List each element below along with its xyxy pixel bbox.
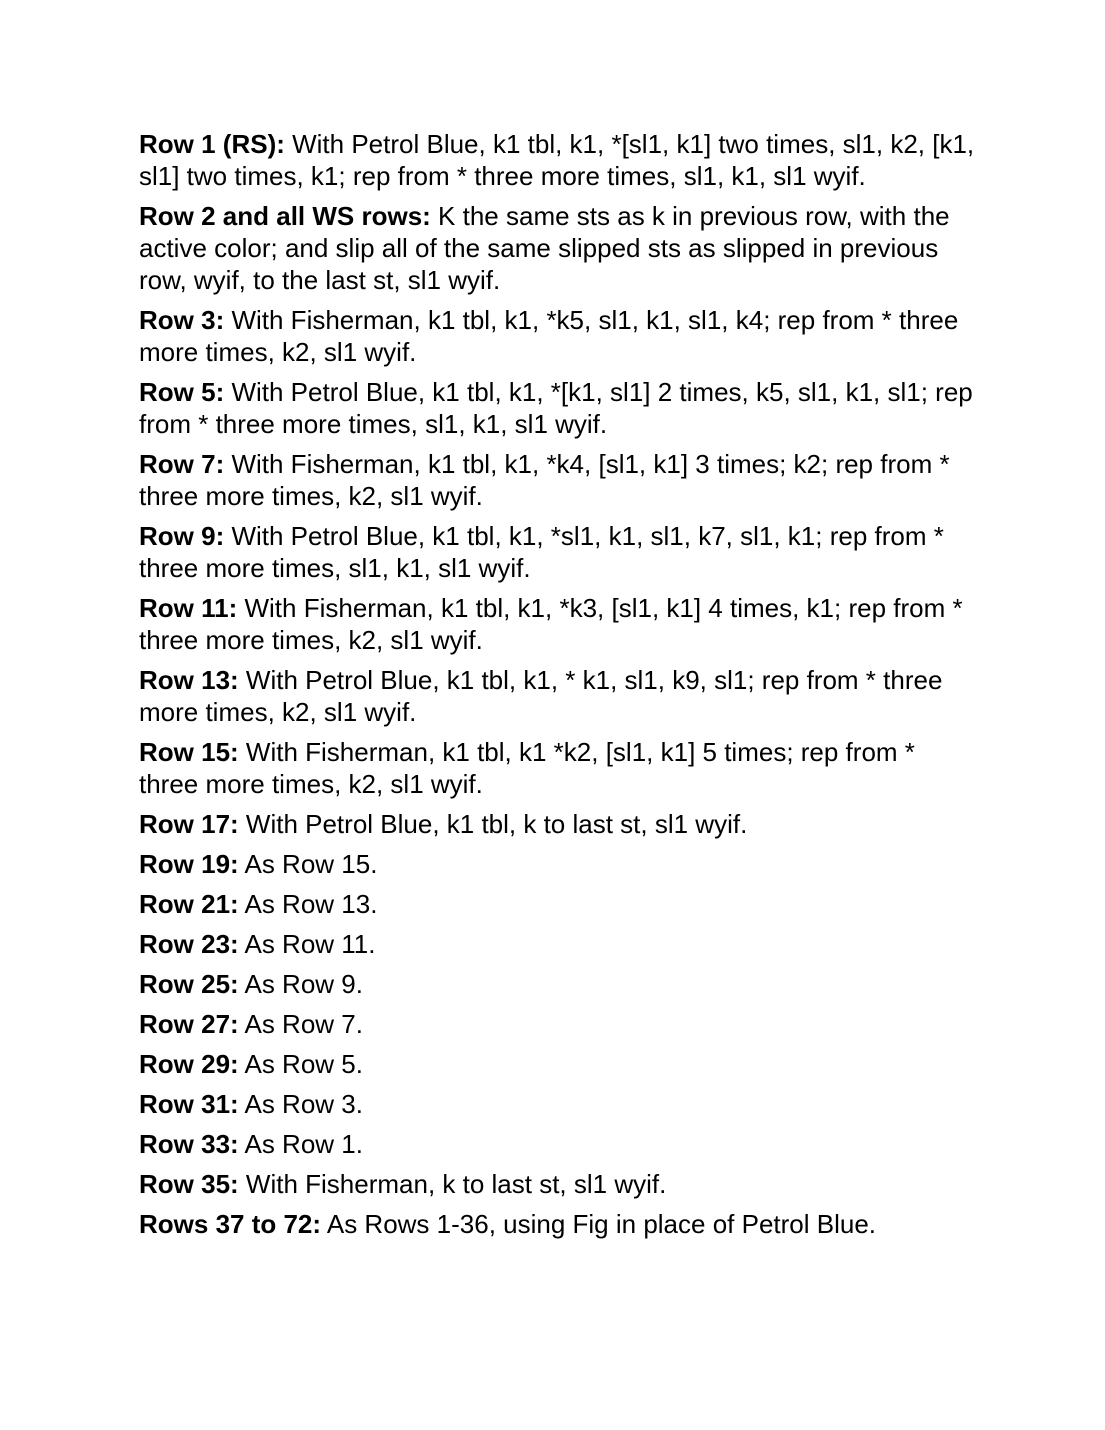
row-instruction bbox=[139, 664, 979, 728]
row-label: Row 9: bbox=[139, 521, 225, 551]
row-instruction bbox=[139, 928, 979, 960]
row-label: Rows 37 to 72: bbox=[139, 1209, 322, 1239]
row-text: As Row 11. bbox=[238, 929, 376, 959]
row-label: Row 19: bbox=[139, 849, 239, 879]
row-text: As Row 7. bbox=[238, 1009, 363, 1039]
row-text: As Row 9. bbox=[238, 969, 363, 999]
row-text: As Row 1. bbox=[238, 1129, 363, 1159]
row-instruction bbox=[139, 968, 979, 1000]
pattern-instructions bbox=[139, 128, 979, 1248]
row-text: As Row 15. bbox=[238, 849, 378, 879]
row-text: As Row 13. bbox=[238, 889, 378, 919]
row-label: Row 3: bbox=[139, 305, 225, 335]
row-text: With Fisherman, k1 tbl, k1, *k3, [sl1, k1] 4 times, k1; rep from * three more times, k2, sl1 wyif. bbox=[139, 593, 963, 655]
row-text: With Petrol Blue, k1 tbl, k1, *[k1, sl1] 2 times, k5, sl1, k1, sl1; rep from * three more times, sl1, k1, sl1 wyif. bbox=[139, 377, 973, 439]
row-instruction bbox=[139, 848, 979, 880]
row-label: Row 17: bbox=[139, 809, 239, 839]
row-instruction bbox=[139, 888, 979, 920]
row-label: Row 15: bbox=[139, 737, 239, 767]
row-instruction bbox=[139, 304, 979, 368]
row-label: Row 2 and all WS rows: bbox=[139, 201, 431, 231]
row-label: Row 29: bbox=[139, 1049, 239, 1079]
row-instruction bbox=[139, 448, 979, 512]
row-instruction bbox=[139, 1168, 979, 1200]
row-instruction bbox=[139, 1208, 979, 1240]
row-instruction bbox=[139, 376, 979, 440]
row-text: As Rows 1-36, using Fig in place of Petrol Blue. bbox=[321, 1209, 877, 1239]
row-text: With Petrol Blue, k1 tbl, k to last st, sl1 wyif. bbox=[238, 809, 748, 839]
row-label: Row 11: bbox=[139, 593, 238, 623]
row-text: With Fisherman, k1 tbl, k1, *k4, [sl1, k1] 3 times; k2; rep from * three more times, k2, sl1 wyif. bbox=[139, 449, 950, 511]
row-instruction bbox=[139, 1048, 979, 1080]
row-text: With Petrol Blue, k1 tbl, k1, *sl1, k1, sl1, k7, sl1, k1; rep from * three more times, sl1, k1, sl1 wyif. bbox=[139, 521, 944, 583]
row-text: With Petrol Blue, k1 tbl, k1, *[sl1, k1] two times, sl1, k2, [k1, sl1] two times, k1; rep from * three more times, sl1, k1, sl1 wyif. bbox=[139, 129, 975, 191]
row-instruction bbox=[139, 808, 979, 840]
row-instruction bbox=[139, 200, 979, 296]
row-label: Row 13: bbox=[139, 665, 239, 695]
row-text: With Fisherman, k to last st, sl1 wyif. bbox=[238, 1169, 667, 1199]
row-instruction bbox=[139, 520, 979, 584]
row-label: Row 1 (RS): bbox=[139, 129, 285, 159]
row-text: With Fisherman, k1 tbl, k1, *k5, sl1, k1, sl1, k4; rep from * three more times, k2, sl1 wyif. bbox=[139, 305, 959, 367]
row-text: With Petrol Blue, k1 tbl, k1, * k1, sl1, k9, sl1; rep from * three more times, k2, sl1 wyif. bbox=[139, 665, 943, 727]
row-instruction bbox=[139, 1088, 979, 1120]
row-text: With Fisherman, k1 tbl, k1 *k2, [sl1, k1] 5 times; rep from * three more times, k2, sl1 wyif. bbox=[139, 737, 915, 799]
row-instruction bbox=[139, 1008, 979, 1040]
row-instruction bbox=[139, 128, 979, 192]
row-label: Row 33: bbox=[139, 1129, 239, 1159]
row-label: Row 25: bbox=[139, 969, 239, 999]
row-instruction bbox=[139, 592, 979, 656]
row-label: Row 23: bbox=[139, 929, 239, 959]
row-instruction bbox=[139, 736, 979, 800]
row-label: Row 35: bbox=[139, 1169, 239, 1199]
row-label: Row 5: bbox=[139, 377, 225, 407]
row-text: K the same sts as k in previous row, with the active color; and slip all of the same slipped sts as slipped in previous row, wyif, to the last st, sl1 wyif. bbox=[139, 201, 950, 295]
row-text: As Row 3. bbox=[238, 1089, 363, 1119]
row-instruction bbox=[139, 1128, 979, 1160]
row-label: Row 31: bbox=[139, 1089, 239, 1119]
row-text: As Row 5. bbox=[238, 1049, 363, 1079]
row-label: Row 27: bbox=[139, 1009, 239, 1039]
row-label: Row 21: bbox=[139, 889, 239, 919]
row-label: Row 7: bbox=[139, 449, 225, 479]
